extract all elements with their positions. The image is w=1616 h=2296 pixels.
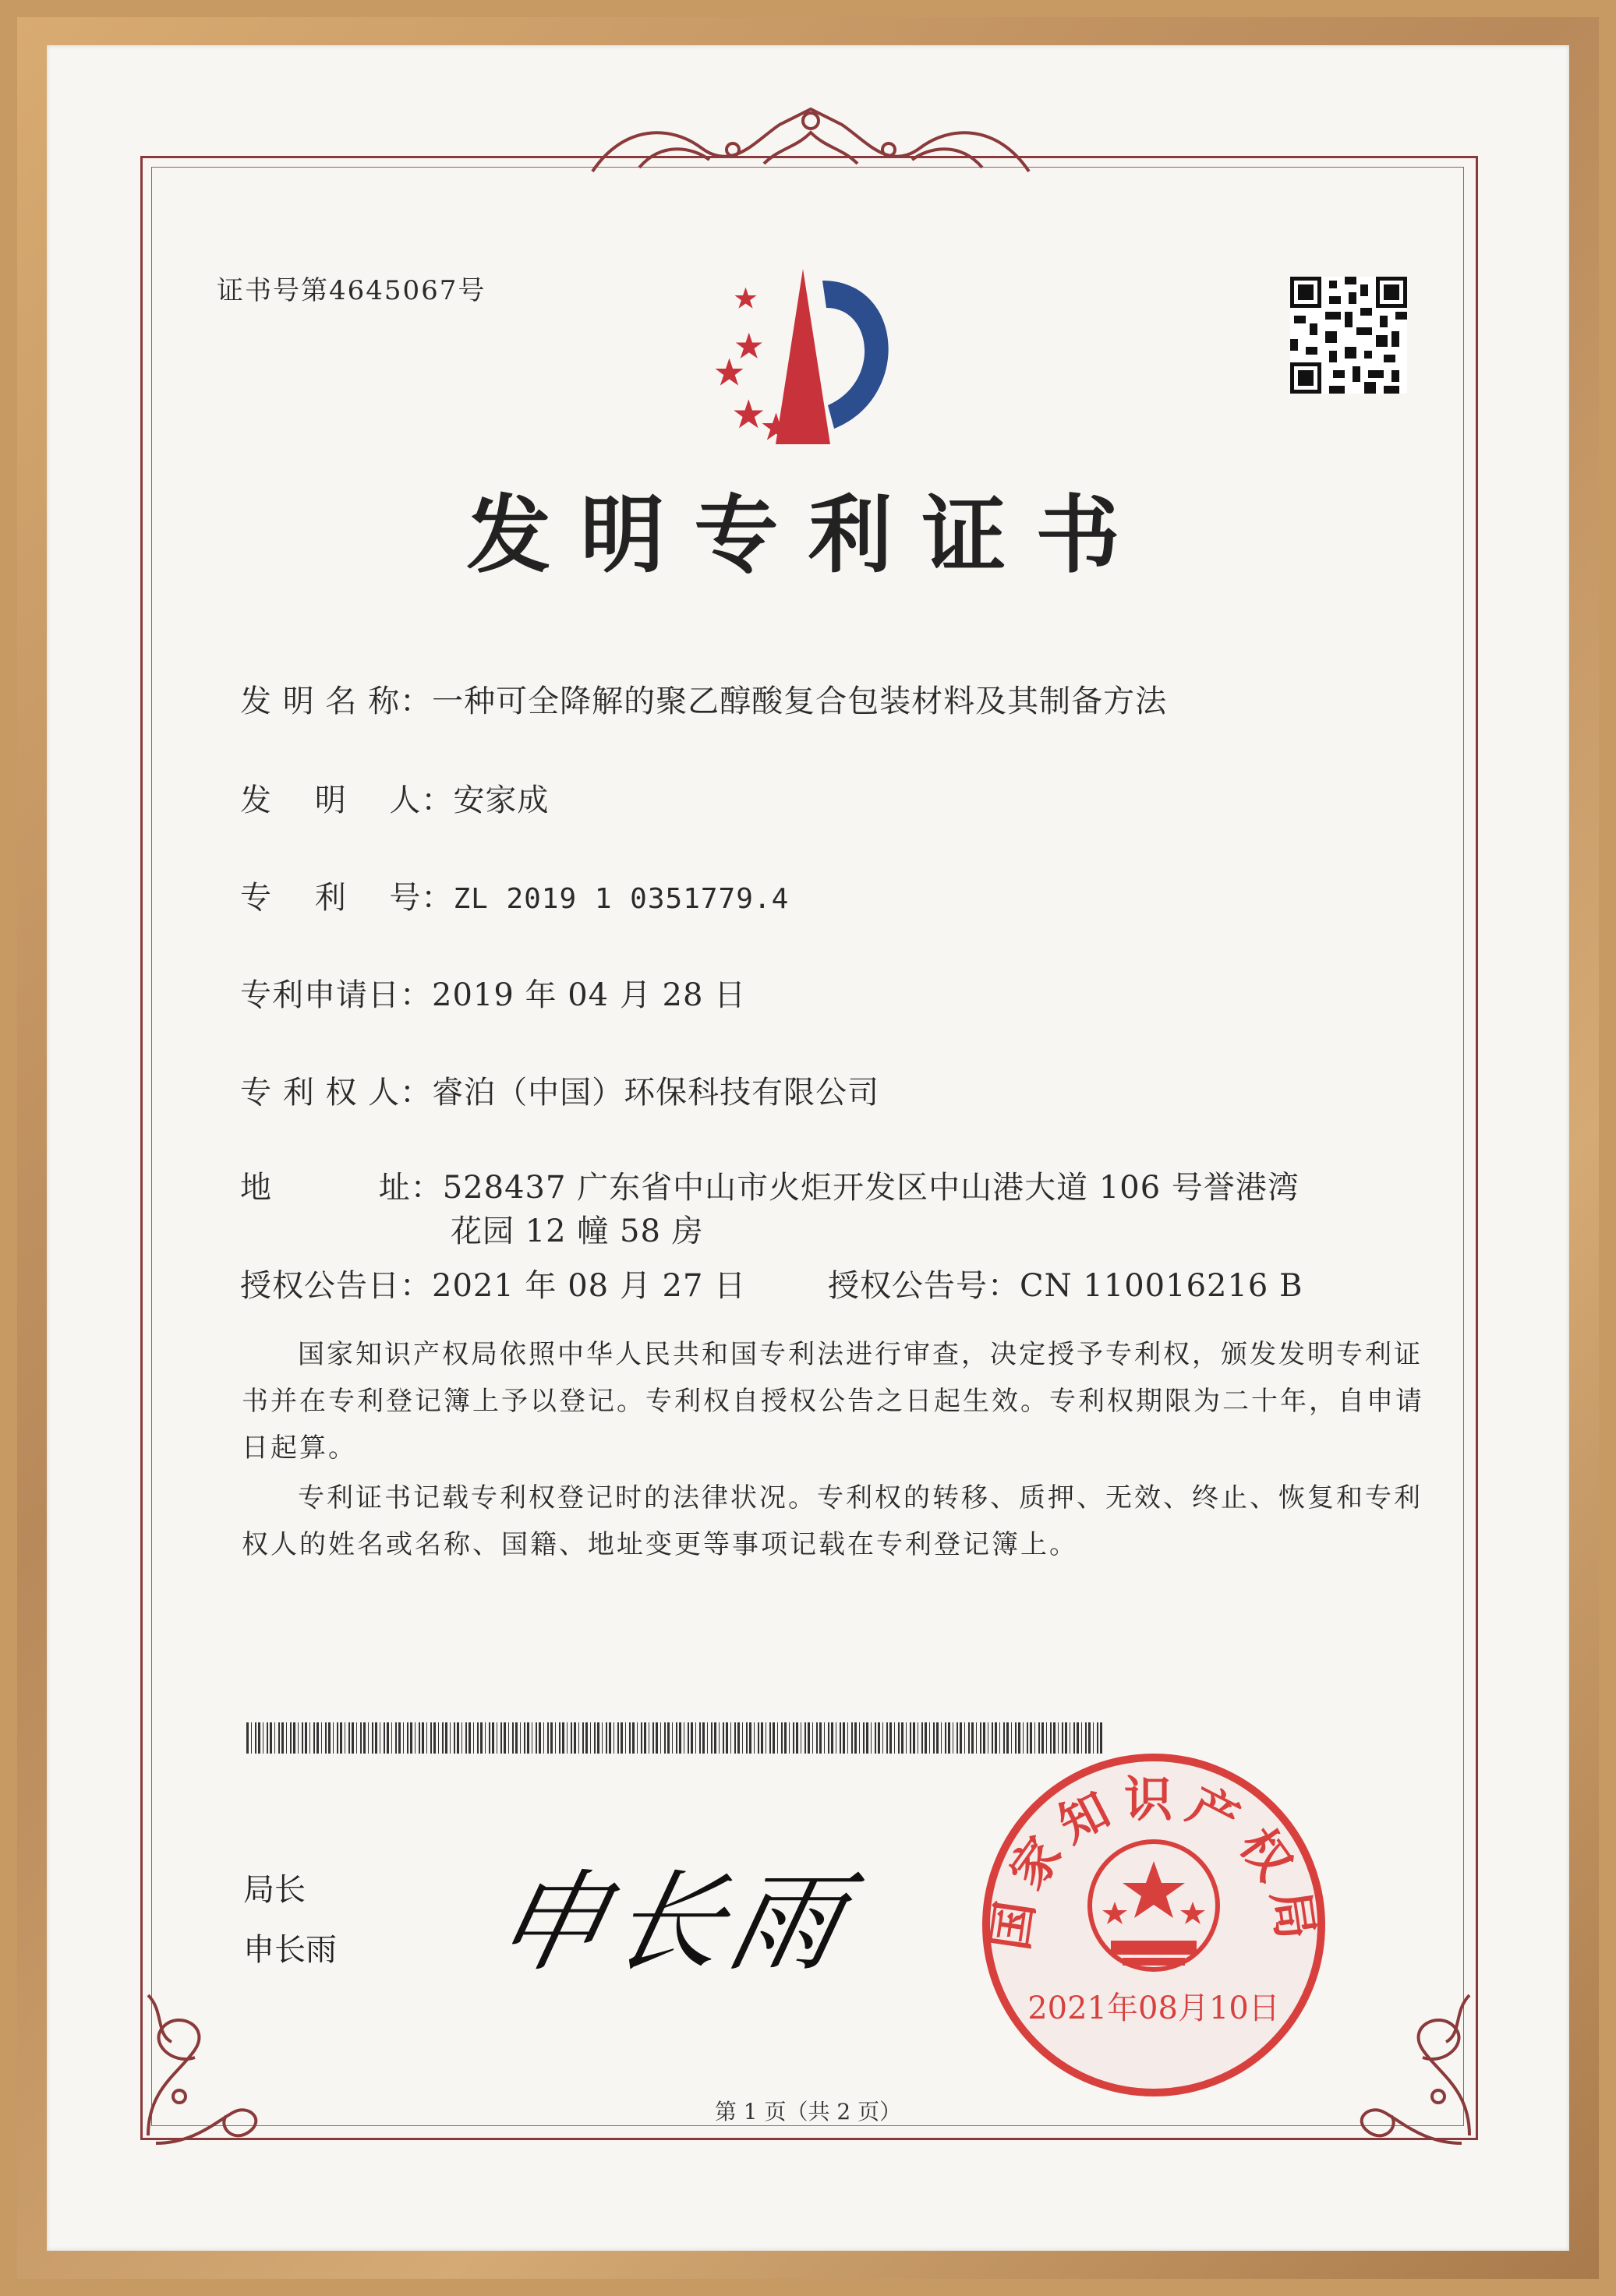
top-ornament-icon bbox=[577, 94, 1045, 187]
inventor-row bbox=[240, 775, 549, 820]
address-line2: 花园 12 幢 58 房 bbox=[451, 1213, 704, 1249]
grant-date-row bbox=[240, 1261, 746, 1305]
qr-code-icon bbox=[1290, 277, 1407, 394]
invention-name-row bbox=[240, 676, 1167, 721]
patentee-row bbox=[240, 1068, 879, 1112]
inventor-value: 安家成 bbox=[453, 782, 550, 818]
filing-date-row bbox=[240, 970, 746, 1015]
address-label: 地 址： bbox=[240, 1170, 443, 1206]
seal-ring-text: 国家知识产权局 bbox=[981, 1771, 1327, 1954]
patentee-value: 睿泊（中国）环保科技有限公司 bbox=[432, 1075, 880, 1111]
filing-date-value: 2019 年 04 月 28 日 bbox=[432, 977, 747, 1013]
page-indicator: 第 1 页（共 2 页） bbox=[714, 2099, 902, 2125]
address-row bbox=[240, 1163, 1300, 1207]
handwritten-signature: 申长雨 bbox=[483, 1860, 861, 1987]
grant-date-value: 2021 年 08 月 27 日 bbox=[432, 1268, 747, 1304]
invention-name-label: 发 明 名 称： bbox=[240, 684, 433, 719]
director-name: 申长雨 bbox=[243, 1932, 337, 1968]
filing-date-label: 专利申请日： bbox=[240, 977, 432, 1013]
inventor-label: 发 明 人： bbox=[240, 782, 454, 818]
legal-paragraph-2: 专利证书记载专利权登记时的法律状况。专利权的转移、质押、无效、终止、恢复和专利权人的姓名或名称、国籍、地址变更等事项记载在专利登记簿上。 bbox=[242, 1482, 1423, 1560]
grant-no-label: 授权公告号： bbox=[828, 1268, 1020, 1304]
director-title: 局长 bbox=[243, 1872, 306, 1908]
certificate-number: 证书号第4645067号 bbox=[217, 275, 486, 306]
invention-name-value: 一种可全降解的聚乙醇酸复合包装材料及其制备方法 bbox=[432, 684, 1168, 719]
seal-date: 2021年08月10日 bbox=[1027, 1990, 1280, 2026]
patent-no-row bbox=[240, 873, 789, 917]
patent-office-logo-icon bbox=[686, 265, 935, 452]
legal-text bbox=[242, 1331, 1442, 1568]
legal-paragraph-1: 国家知识产权局依照中华人民共和国专利法进行审查，决定授予专利权，颁发发明专利证书并在专利登记簿上予以登记。专利权自授权公告之日起生效。专利权期限为二十年，自申请日起算。 bbox=[242, 1339, 1424, 1464]
patent-no-label: 专 利 号： bbox=[240, 880, 454, 916]
grant-date-label: 授权公告日： bbox=[240, 1268, 432, 1304]
grant-no-value: CN 110016216 B bbox=[1020, 1268, 1303, 1304]
official-seal-icon bbox=[974, 1746, 1333, 2104]
patentee-label: 专 利 权 人： bbox=[240, 1075, 433, 1111]
address-line2-row bbox=[451, 1206, 704, 1251]
address-line1: 528437 广东省中山市火炬开发区中山港大道 106 号誉港湾 bbox=[442, 1170, 1300, 1206]
patent-no-value: ZL 2019 1 0351779.4 bbox=[453, 883, 790, 915]
certificate-title: 发明专利证书 bbox=[466, 487, 1150, 585]
grant-no-row bbox=[828, 1261, 1303, 1305]
